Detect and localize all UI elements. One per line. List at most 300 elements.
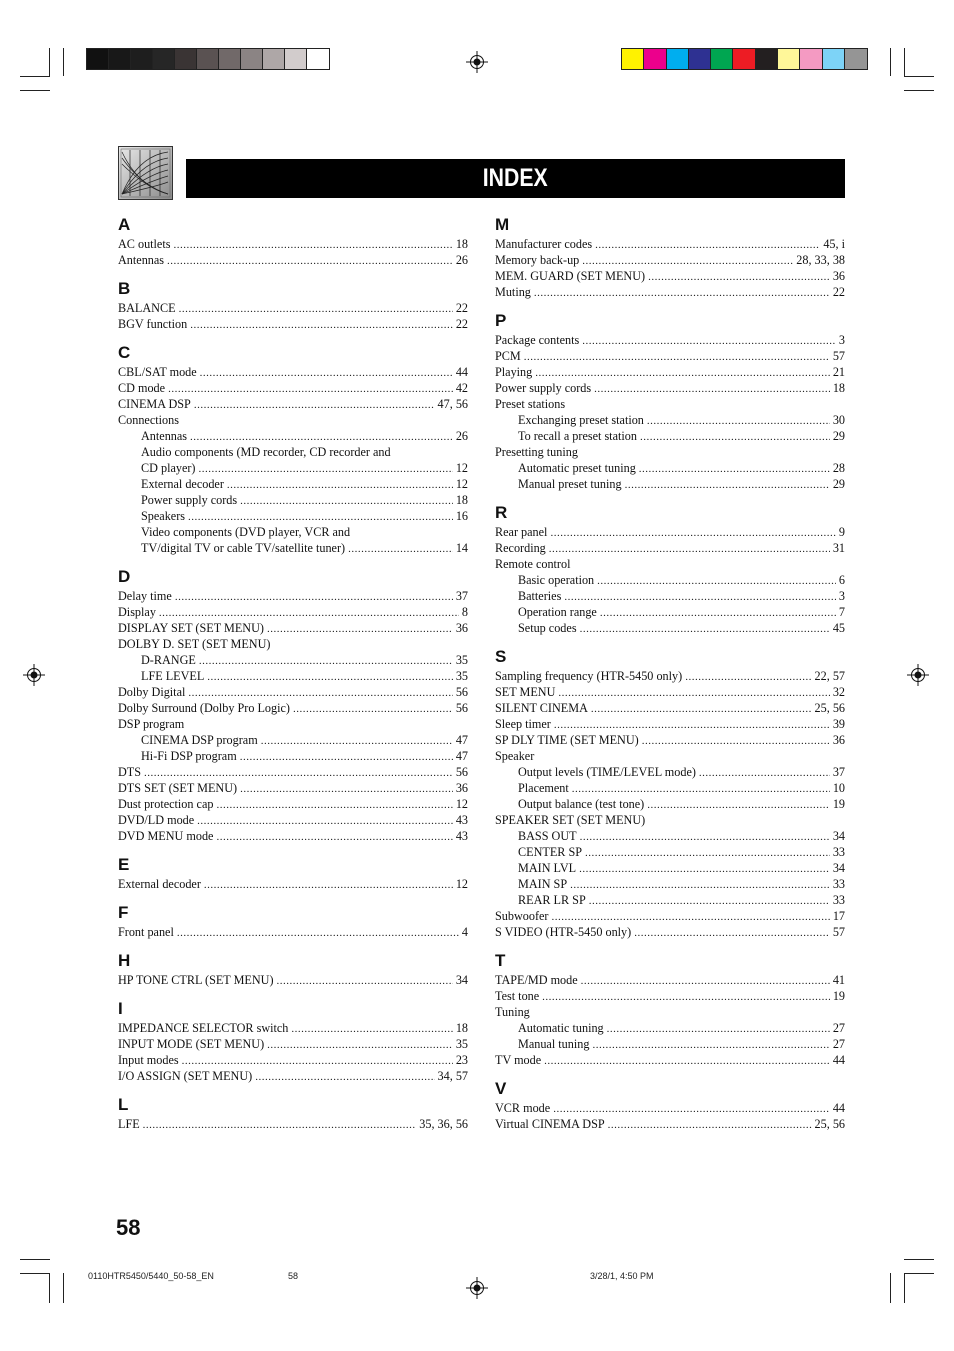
entry-page: 44: [832, 1101, 845, 1115]
index-entry: [495, 844, 845, 860]
dot-leader: [207, 669, 453, 685]
dot-leader: [582, 253, 793, 269]
entry-page: 26: [455, 429, 468, 443]
index-entry: [495, 1036, 845, 1052]
index-entry: [118, 492, 468, 508]
dot-leader: [240, 781, 453, 797]
index-entry: [118, 764, 468, 780]
crop-mark: [20, 90, 50, 91]
entry-label: TV mode: [495, 1053, 542, 1067]
crop-mark: [20, 76, 50, 77]
dot-leader: [580, 621, 830, 637]
entry-page: 10: [832, 781, 845, 795]
dot-leader: [277, 973, 453, 989]
index-entry: [118, 300, 468, 316]
crop-mark: [904, 90, 934, 91]
entry-label: Manual preset tuning: [518, 477, 622, 491]
entry-page: 31: [832, 541, 845, 555]
entry-label: Sleep timer: [495, 717, 551, 731]
entry-page: 34, 57: [437, 1069, 468, 1083]
entry-label: Dust protection cap: [118, 797, 214, 811]
index-entry: [495, 764, 845, 780]
entry-label: SP DLY TIME (SET MENU): [495, 733, 639, 747]
dot-leader: [625, 477, 830, 493]
entry-page: 43: [455, 813, 468, 827]
entry-label: Test tone: [495, 989, 540, 1003]
entry-label: Output balance (test tone): [518, 797, 645, 811]
index-entry: [118, 748, 468, 764]
color-swatch: [711, 49, 733, 69]
entry-page: 36: [455, 621, 468, 635]
entry-page: 29: [832, 429, 845, 443]
dot-leader: [267, 1037, 453, 1053]
entry-page: 36: [455, 781, 468, 795]
dot-leader: [580, 829, 830, 845]
footer-timestamp: 3/28/1, 4:50 PM: [590, 1271, 654, 1281]
dot-leader: [600, 605, 836, 621]
index-entry: [118, 476, 468, 492]
crop-mark: [63, 48, 64, 76]
dot-leader: [144, 765, 453, 781]
dot-leader: [197, 813, 453, 829]
index-entry: [118, 588, 468, 604]
entry-page: 9: [838, 525, 845, 539]
entry-label: Speaker: [495, 749, 535, 763]
entry-label: Power supply cords: [495, 381, 592, 395]
index-entry: [118, 444, 468, 460]
entry-label: I/O ASSIGN (SET MENU): [118, 1069, 253, 1083]
index-entry: [118, 460, 468, 476]
registration-mark-icon: [466, 1277, 488, 1299]
entry-label: DVD/LD mode: [118, 813, 195, 827]
dot-leader: [216, 829, 452, 845]
entry-label: Dolby Surround (Dolby Pro Logic): [118, 701, 290, 715]
index-section: [495, 502, 845, 636]
section-letter: H: [118, 951, 131, 970]
index-entry: [495, 588, 845, 604]
dot-leader: [240, 749, 453, 765]
index-entry: [495, 604, 845, 620]
entry-label: Display: [118, 605, 156, 619]
entry-label: Connections: [118, 413, 179, 427]
index-entry: [495, 860, 845, 876]
entry-label: LFE: [118, 1117, 140, 1131]
dot-leader: [143, 1117, 417, 1133]
index-section: [495, 1078, 845, 1132]
index-section: [118, 950, 468, 988]
entry-label: To recall a preset station: [518, 429, 637, 443]
dot-leader: [554, 717, 830, 733]
index-entry: [495, 252, 845, 268]
index-section: [118, 902, 468, 940]
entry-page: 18: [455, 1021, 468, 1035]
section-letter: R: [495, 503, 508, 522]
color-swatch: [733, 49, 755, 69]
entry-page: 12: [455, 477, 468, 491]
dot-leader: [550, 525, 835, 541]
entry-page: 22: [455, 317, 468, 331]
entry-label: HP TONE CTRL (SET MENU): [118, 973, 274, 987]
entry-page: 22: [455, 301, 468, 315]
entry-label: DOLBY D. SET (SET MENU): [118, 637, 271, 651]
entry-label: Output levels (TIME/LEVEL mode): [518, 765, 696, 779]
color-swatch: [131, 49, 153, 69]
crop-mark: [904, 76, 934, 77]
entry-label: MAIN LVL: [518, 861, 577, 875]
entry-page: 18: [455, 493, 468, 507]
dot-leader: [597, 573, 836, 589]
dot-leader: [204, 877, 453, 893]
entry-label: CINEMA DSP: [118, 397, 191, 411]
dot-leader: [188, 509, 453, 525]
index-entry: [118, 380, 468, 396]
entry-page: 57: [832, 349, 845, 363]
dot-leader: [585, 845, 830, 861]
section-letter: P: [495, 311, 507, 330]
index-entry: [118, 524, 468, 540]
dot-leader: [199, 653, 453, 669]
entry-label: Delay time: [118, 589, 172, 603]
entry-label: Subwoofer: [495, 909, 549, 923]
dot-leader: [255, 1069, 434, 1085]
page-title-bar: [186, 159, 845, 198]
index-entry: [118, 236, 468, 252]
index-section: [495, 646, 845, 940]
entry-label: Antennas: [141, 429, 188, 443]
dot-leader: [188, 685, 452, 701]
index-entry: [118, 636, 468, 652]
entry-page: 35: [455, 1037, 468, 1051]
entry-page: 57: [832, 925, 845, 939]
dot-leader: [581, 973, 830, 989]
entry-label: Memory back-up: [495, 253, 580, 267]
dot-leader: [167, 253, 453, 269]
dot-leader: [182, 1053, 453, 1069]
entry-label: Exchanging preset station: [518, 413, 644, 427]
entry-label: VCR mode: [495, 1101, 551, 1115]
entry-label: CD player): [141, 461, 196, 475]
entry-page: 27: [832, 1021, 845, 1035]
entry-label: TAPE/MD mode: [495, 973, 578, 987]
dot-leader: [564, 589, 836, 605]
entry-label: Placement: [518, 781, 569, 795]
index-entry: [495, 284, 845, 300]
entry-page: 25, 56: [814, 1117, 845, 1131]
entry-page: 41: [832, 973, 845, 987]
index-entry: [118, 732, 468, 748]
entry-page: 47, 56: [437, 397, 468, 411]
entry-label: Setup codes: [518, 621, 577, 635]
index-entry: [118, 508, 468, 524]
entry-label: SILENT CINEMA: [495, 701, 588, 715]
dot-leader: [168, 381, 453, 397]
entry-label: Input modes: [118, 1053, 179, 1067]
entry-page: 22, 57: [814, 669, 845, 683]
crop-mark: [49, 48, 50, 76]
index-entry: [495, 972, 845, 988]
index-entry: [495, 444, 845, 460]
index-section: [118, 854, 468, 892]
entry-page: 45: [832, 621, 845, 635]
index-entry: [118, 1036, 468, 1052]
page-number: 58: [116, 1215, 141, 1240]
color-swatch: [87, 49, 109, 69]
index-entry: [495, 428, 845, 444]
color-swatch: [153, 49, 175, 69]
index-entry: [495, 892, 845, 908]
entry-page: 16: [455, 509, 468, 523]
entry-label: SET MENU: [495, 685, 556, 699]
color-swatch: [756, 49, 778, 69]
index-entry: [118, 1020, 468, 1036]
index-section: [118, 998, 468, 1084]
crop-mark: [20, 1259, 50, 1260]
index-entry: [118, 412, 468, 428]
entry-page: 36: [832, 269, 845, 283]
index-entry: [495, 236, 845, 252]
section-letter: A: [118, 215, 131, 234]
entry-page: 47: [455, 733, 468, 747]
section-letter: E: [118, 855, 130, 874]
dot-leader: [291, 1021, 452, 1037]
entry-label: Audio components (MD recorder, CD recorder and: [141, 445, 391, 459]
dot-leader: [240, 493, 453, 509]
entry-page: 28, 33, 38: [796, 253, 845, 267]
dot-leader: [634, 925, 830, 941]
dot-leader: [199, 461, 453, 477]
index-entry: [495, 524, 845, 540]
index-entry: [495, 332, 845, 348]
index-entry: [118, 828, 468, 844]
entry-page: 3: [838, 333, 845, 347]
section-letter: T: [495, 951, 506, 970]
index-entry: [495, 796, 845, 812]
entry-label: CINEMA DSP program: [141, 733, 258, 747]
entry-page: 30: [832, 413, 845, 427]
color-swatch: [109, 49, 131, 69]
dot-leader: [553, 1101, 830, 1117]
entry-page: 19: [832, 989, 845, 1003]
index-entry: [118, 716, 468, 732]
index-entry: [495, 668, 845, 684]
entry-page: 37: [455, 589, 468, 603]
entry-label: TV/digital TV or cable TV/satellite tuner): [141, 541, 346, 555]
entry-label: Presetting tuning: [495, 445, 578, 459]
section-letter: L: [118, 1095, 129, 1114]
index-entry: [495, 348, 845, 364]
dot-leader: [551, 909, 829, 925]
index-entry: [118, 1052, 468, 1068]
footer-page: 58: [288, 1271, 299, 1281]
color-swatch: [845, 49, 867, 69]
entry-page: 14: [455, 541, 468, 555]
crop-mark: [904, 1259, 934, 1260]
entry-label: INPUT MODE (SET MENU): [118, 1037, 265, 1051]
entry-label: Sampling frequency (HTR-5450 only): [495, 669, 683, 683]
entry-label: Package contents: [495, 333, 580, 347]
entry-page: 39: [832, 717, 845, 731]
index-entry: [118, 252, 468, 268]
entry-label: Preset stations: [495, 397, 566, 411]
entry-label: DSP program: [118, 717, 185, 731]
entry-page: 8: [461, 605, 468, 619]
entry-label: CENTER SP: [518, 845, 582, 859]
index-entry: [495, 572, 845, 588]
dot-leader: [535, 365, 830, 381]
index-entry: [495, 412, 845, 428]
entry-page: 43: [455, 829, 468, 843]
entry-label: Automatic tuning: [518, 1021, 604, 1035]
entry-page: 35, 36, 56: [419, 1117, 468, 1131]
dot-leader: [572, 781, 830, 797]
entry-label: Batteries: [518, 589, 562, 603]
entry-label: DTS SET (SET MENU): [118, 781, 238, 795]
index-entry: [495, 364, 845, 380]
entry-page: 36: [832, 733, 845, 747]
entry-label: Playing: [495, 365, 533, 379]
index-section: [118, 1094, 468, 1132]
entry-label: Front panel: [118, 925, 174, 939]
entry-label: Virtual CINEMA DSP: [495, 1117, 605, 1131]
section-letter: B: [118, 279, 131, 298]
entry-label: Manufacturer codes: [495, 237, 593, 251]
entry-label: REAR LR SP: [518, 893, 586, 907]
entry-page: 18: [455, 237, 468, 251]
entry-page: 56: [455, 685, 468, 699]
footer-file: 0110HTR5450/5440_50-58_EN: [88, 1271, 214, 1281]
dot-leader: [216, 797, 452, 813]
index-entry: [495, 748, 845, 764]
dot-leader: [591, 701, 812, 717]
dot-leader: [647, 413, 830, 429]
entry-label: DTS: [118, 765, 142, 779]
registration-mark-icon: [466, 51, 488, 73]
index-section: [495, 950, 845, 1068]
entry-page: 12: [455, 877, 468, 891]
entry-label: Video components (DVD player, VCR and: [141, 525, 351, 539]
section-letter: I: [118, 999, 123, 1018]
entry-page: 22: [832, 285, 845, 299]
dot-leader: [648, 269, 830, 285]
entry-label: IMPEDANCE SELECTOR switch: [118, 1021, 289, 1035]
registration-mark-icon: [23, 664, 45, 686]
entry-page: 44: [832, 1053, 845, 1067]
entry-page: 3: [838, 589, 845, 603]
index-entry: [495, 380, 845, 396]
index-entry: [118, 1068, 468, 1084]
entry-page: 29: [832, 477, 845, 491]
index-entry: [495, 1052, 845, 1068]
index-entry: [495, 908, 845, 924]
entry-label: PCM: [495, 349, 521, 363]
index-entry: [118, 876, 468, 892]
color-swatch: [175, 49, 197, 69]
entry-page: 17: [832, 909, 845, 923]
index-entry: [118, 812, 468, 828]
entry-page: 56: [455, 701, 468, 715]
color-swatch: [307, 49, 329, 69]
index-entry: [118, 1116, 468, 1132]
dot-leader: [542, 989, 830, 1005]
gray-swatch-bar: [86, 48, 330, 70]
entry-page: 33: [832, 845, 845, 859]
crop-mark: [49, 1273, 50, 1303]
section-letter: S: [495, 647, 507, 666]
dot-leader: [524, 349, 830, 365]
index-entry: [118, 396, 468, 412]
entry-label: Power supply cords: [141, 493, 238, 507]
dot-leader: [190, 317, 453, 333]
dot-leader: [190, 429, 453, 445]
entry-label: Rear panel: [495, 525, 548, 539]
dot-leader: [348, 541, 453, 557]
registration-mark-icon: [907, 664, 929, 686]
index-entry: [118, 316, 468, 332]
entry-page: 26: [455, 253, 468, 267]
section-letter: M: [495, 215, 510, 234]
index-entry: [495, 1100, 845, 1116]
entry-page: 27: [832, 1037, 845, 1051]
entry-page: 44: [455, 365, 468, 379]
entry-label: CD mode: [118, 381, 166, 395]
index-entry: [118, 796, 468, 812]
dot-leader: [642, 733, 830, 749]
index-entry: [495, 620, 845, 636]
entry-page: 21: [832, 365, 845, 379]
dot-leader: [594, 381, 830, 397]
crop-mark: [890, 1273, 891, 1303]
color-swatch-bar: [621, 48, 868, 70]
index-entry: [495, 780, 845, 796]
dot-leader: [534, 285, 830, 301]
entry-label: LFE LEVEL: [141, 669, 205, 683]
index-entry: [118, 540, 468, 556]
color-swatch: [667, 49, 689, 69]
entry-page: 56: [455, 765, 468, 779]
dot-leader: [582, 333, 836, 349]
index-entry: [118, 620, 468, 636]
entry-label: Speakers: [141, 509, 185, 523]
crop-mark: [20, 1273, 50, 1274]
dot-leader: [227, 477, 453, 493]
index-entry: [118, 972, 468, 988]
index-entry: [495, 1004, 845, 1020]
dot-leader: [607, 1021, 830, 1037]
index-entry: [495, 1020, 845, 1036]
dot-leader: [200, 365, 453, 381]
dot-leader: [640, 429, 830, 445]
index-section: [118, 566, 468, 844]
color-swatch: [622, 49, 644, 69]
entry-page: 7: [838, 605, 845, 619]
index-entry: [495, 700, 845, 716]
entry-page: 18: [832, 381, 845, 395]
color-swatch: [823, 49, 845, 69]
section-letter: V: [495, 1079, 507, 1098]
entry-page: 35: [455, 653, 468, 667]
crop-mark: [63, 1273, 64, 1303]
dot-leader: [194, 397, 435, 413]
index-entry: [495, 716, 845, 732]
color-swatch: [285, 49, 307, 69]
entry-page: 35: [455, 669, 468, 683]
index-entry: [495, 540, 845, 556]
dot-leader: [177, 925, 459, 941]
index-entry: [118, 780, 468, 796]
dot-leader: [647, 797, 830, 813]
entry-page: 25, 56: [814, 701, 845, 715]
index-entry: [495, 476, 845, 492]
